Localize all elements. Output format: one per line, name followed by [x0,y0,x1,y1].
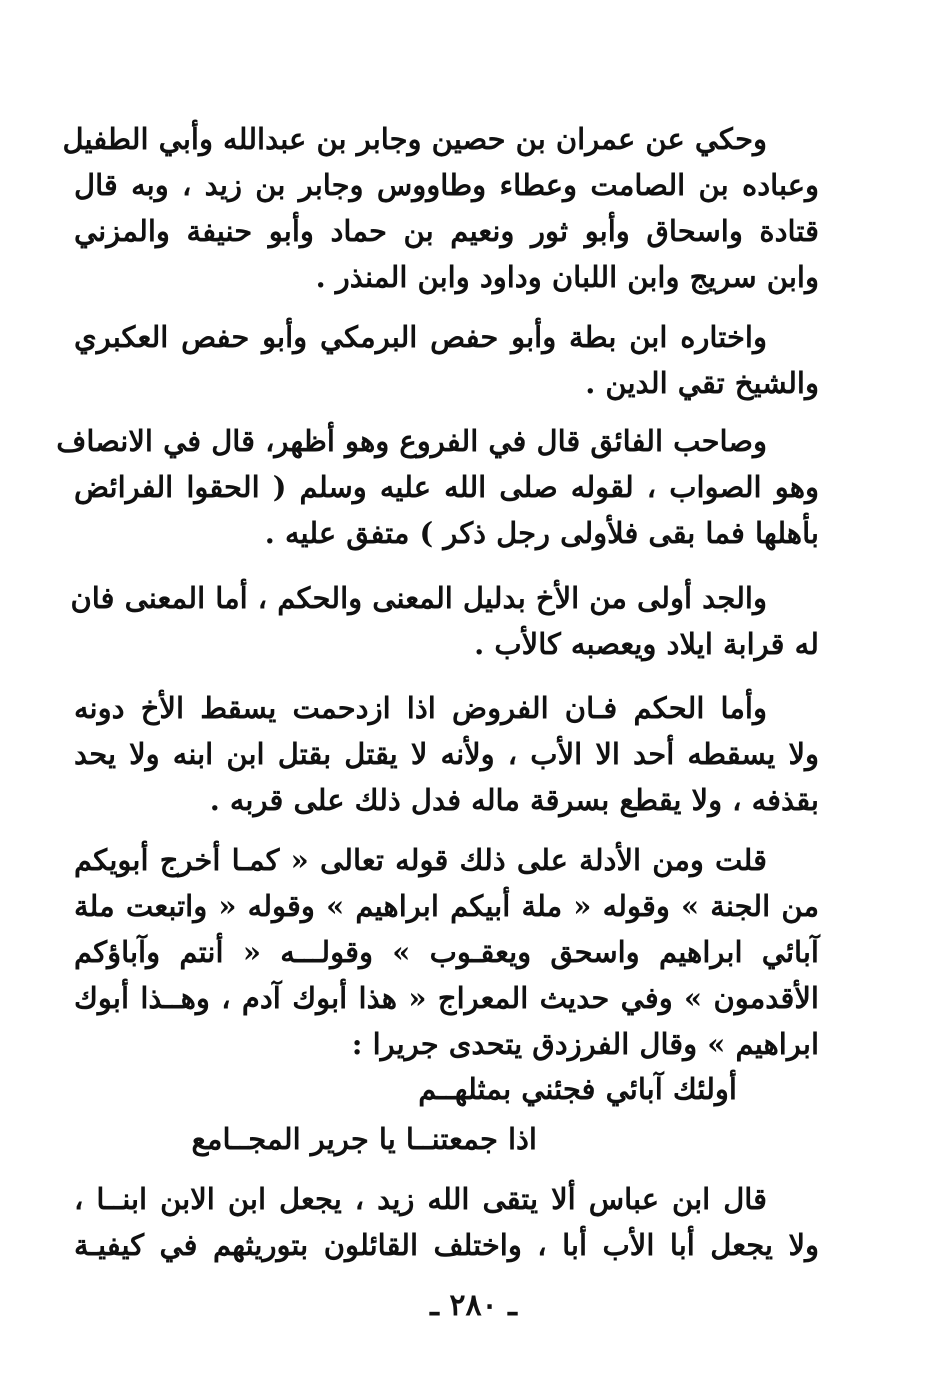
text-line: آبائي ابراهيم واسحق ويعقـوب » وقولـــه « أنتم وآباؤكم [74,935,819,969]
text-line: قتادة واسحاق وأبو ثور ونعيم بن حماد وأبو حنيفة والمزني [74,214,819,248]
page-number: ـ ٢٨٠ ـ [430,1288,517,1323]
text-line: ابراهيم » وقال الفرزدق يتحدى جريرا : [351,1027,819,1061]
text-line: له قرابة ايلاد ويعصبه كالأب . [474,627,819,661]
text-line: من الجنة » وقوله « ملة أبيكم ابراهيم » وقوله « واتبعت ملة [74,889,819,923]
text-line: وأما الحكم فـان الفروض اذا ازدحمت يسقط الأخ دونه [74,691,767,725]
paragraph-7 [74,1176,819,1268]
text-line: بقذفه ، ولا يقطع بسرقة ماله فدل ذلك على قربه . [209,783,819,817]
text-line: قال ابن عباس ألا يتقى الله زيد ، يجعل ابن الابن ابنــا ، [74,1182,767,1216]
text-line: ولا يسقطه أحد الا الأب ، ولأنه لا يقتل بقتل ابن ابنه ولا يحد [74,737,819,771]
text-line: وعباده بن الصامت وعطاء وطاووس وجابر بن زيد ، وبه قال [74,168,819,202]
paragraph-6 [74,837,819,1067]
text-line: والجد أولى من الأخ بدليل المعنى والحكم ، أما المعنى فان [70,581,767,615]
text-line: وابن سريج وابن اللبان وداود وابن المنذر . [315,260,819,294]
text-line: والشيخ تقي الدين . [585,366,819,400]
verse-second-hemistich: اذا جمعتنــا يا جرير المجــامع [191,1122,537,1156]
text-line: ولا يجعل أبا الأب أبا ، واختلف القائلون بتوريثهم في كيفيـة [74,1228,819,1262]
paragraph-2 [74,314,819,406]
text-line: الأقدمون » وفي حديث المعراج « هذا أبوك آدم ، وهــذا أبوك [74,981,819,1015]
text-line: قلت ومن الأدلة على ذلك قوله تعالى « كمـا أخرج أبويكم [74,843,767,877]
text-line: وحكي عن عمران بن حصين وجابر بن عبدالله وأبي الطفيل [62,122,767,156]
paragraph-3 [56,418,819,556]
text-line: وهو الصواب ، لقوله صلى الله عليه وسلم ( الحقوا الفرائض [74,470,819,504]
text-line: بأهلها فما بقى فلأولى رجل ذكر ) متفق عليه . [264,516,819,550]
verse-first-hemistich: أولئك آبائي فجئني بمثلهــم [418,1072,737,1106]
paragraph-4 [70,575,819,667]
text-line: وصاحب الفائق قال في الفروع وهو أظهر، قال في الانصاف [56,424,767,458]
paragraph-5 [74,685,819,823]
text-line: واختاره ابن بطة وأبو حفص البرمكي وأبو حفص العكبري [74,320,767,354]
paragraph-1 [62,116,819,300]
